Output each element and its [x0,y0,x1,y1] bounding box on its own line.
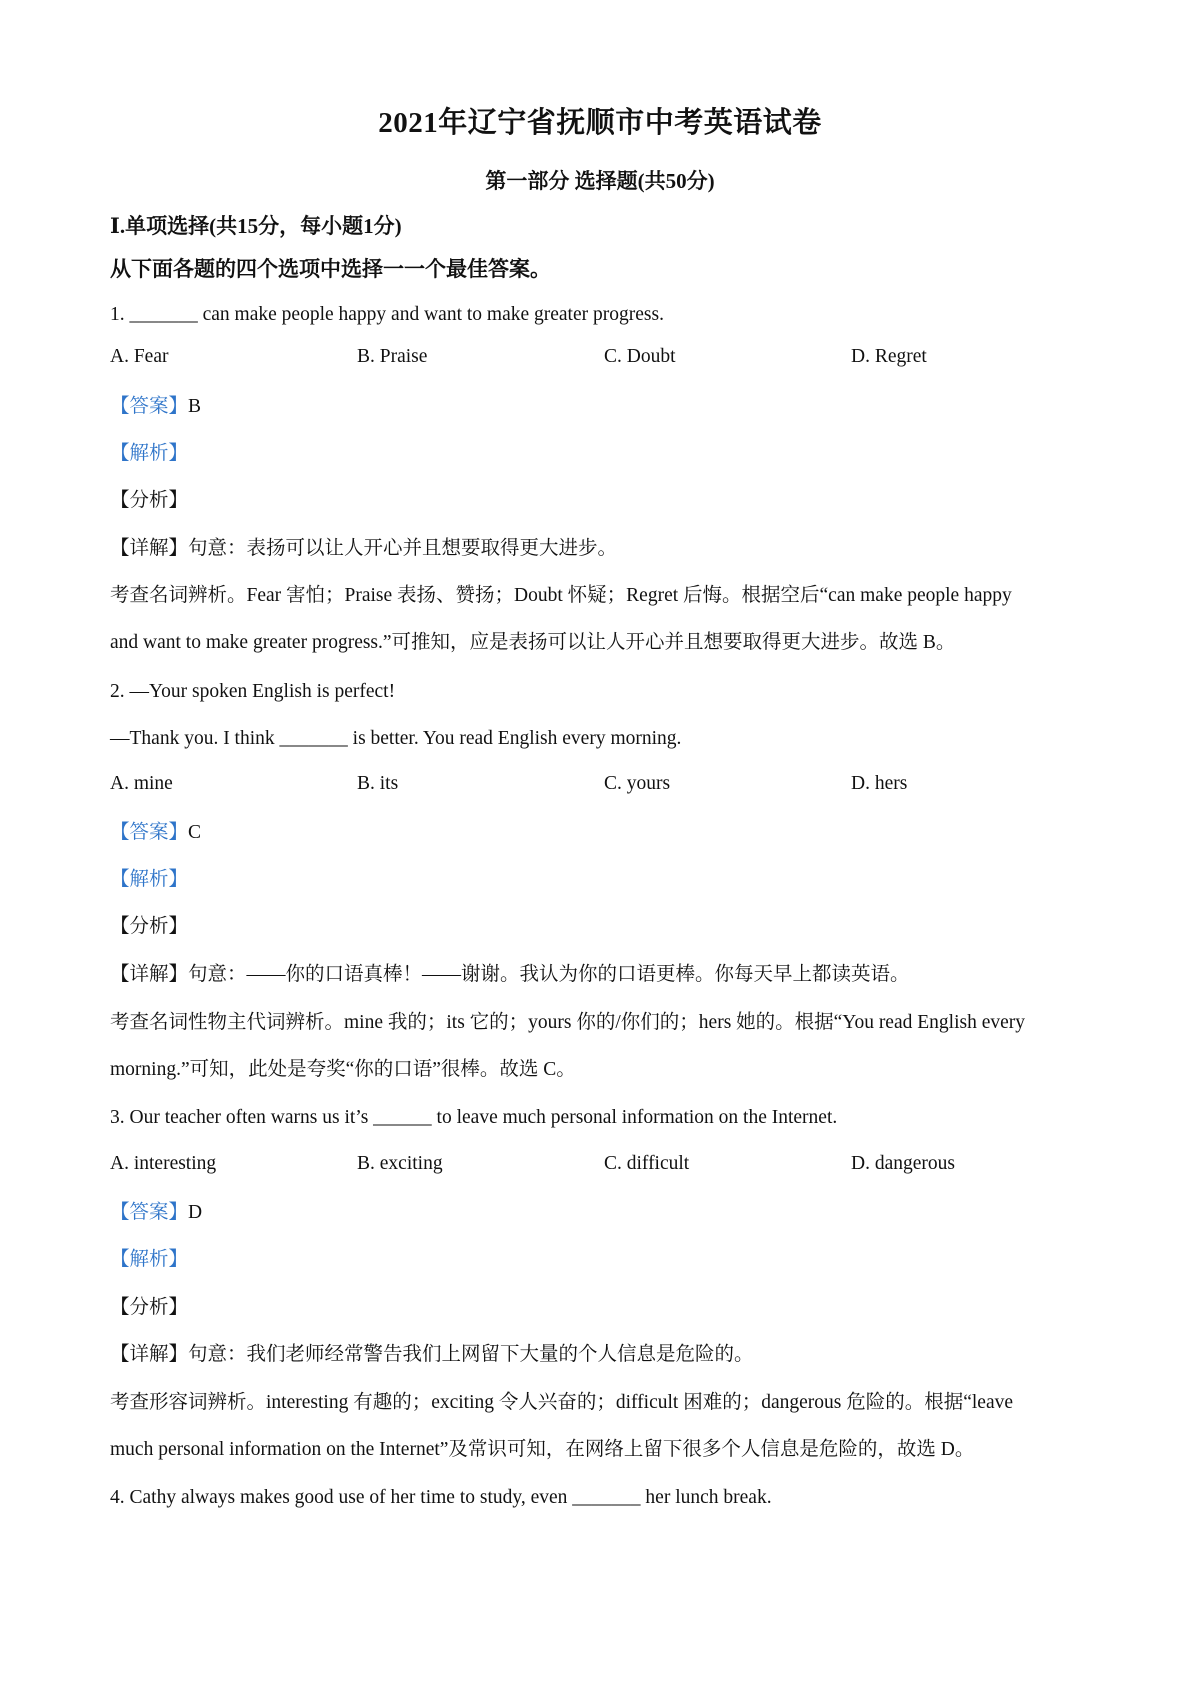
q2-analysis-line-2: morning.”可知，此处是夸奖“你的口语”很棒。故选 C。 [110,1059,576,1080]
question-3-stem: 3. Our teacher often warns us it’s ______ to leave much personal information on the Internet. [110,1107,838,1128]
q1-analysis-line-1: 考查名词辨析。Fear 害怕；Praise 表扬、赞扬；Doubt 怀疑；Regret 后悔。根据空后“can make people happy [110,585,1012,606]
q3-option-c: C. difficult [604,1153,690,1174]
q1-option-b: B. Praise [357,346,428,367]
q3-answer [110,1200,1110,1226]
q2-jiexi-label: 【解析】 [110,869,189,890]
xiangjie-label: 【详解】 [110,964,189,985]
q2-option-d: D. hers [851,773,908,794]
xiangjie-label: 【详解】 [110,1344,189,1365]
q1-jiexi-label: 【解析】 [110,443,189,464]
section-instruction: 从下面各题的四个选项中选择一一个最佳答案。 [110,257,551,281]
q2-detail-text: 句意：——你的口语真棒！——谢谢。我认为你的口语更棒。你每天早上都读英语。 [188,964,910,985]
q1-option-d: D. Regret [851,346,927,367]
answer-label: 【答案】 [110,1202,189,1223]
answer-label: 【答案】 [110,822,189,843]
q1-fenxi-label: 【分析】 [110,490,189,511]
q2-analysis-line-1: 考查名词性物主代词辨析。mine 我的；its 它的；yours 你的/你们的；hers 她的。根据“You read English every [110,1012,1026,1033]
q3-detail-text: 句意：我们老师经常警告我们上网留下大量的个人信息是危险的。 [188,1344,754,1365]
q3-option-b: B. exciting [357,1153,443,1174]
q1-analysis-line-2: and want to make greater progress.”可推知，应是表扬可以让人开心并且想要取得更大进步。故选 B。 [110,632,956,653]
answer-label: 【答案】 [110,396,189,417]
q1-answer [110,394,1110,420]
question-2-stem-reply: —Thank you. I think _______ is better. You read English every morning. [110,728,682,749]
q3-option-a: A. interesting [110,1153,217,1174]
q2-detail [110,962,1110,988]
q1-detail-text: 句意：表扬可以让人开心并且想要取得更大进步。 [188,538,618,559]
q3-analysis-line-1: 考查形容词辨析。interesting 有趣的；exciting 令人兴奋的；difficult 困难的；dangerous 危险的。根据“leave [110,1392,1014,1413]
q2-option-a: A. mine [110,773,173,794]
section-heading: Ⅰ.单项选择(共15分，每小题1分) [110,214,402,238]
q3-option-d: D. dangerous [851,1153,955,1174]
q3-answer-value: D [188,1202,203,1223]
q2-answer-value: C [188,822,202,843]
q3-analysis-line-2: much personal information on the Internet”及常识可知，在网络上留下很多个人信息是危险的，故选 D。 [110,1439,975,1460]
q1-answer-value: B [188,396,202,417]
question-1-stem: 1. _______ can make people happy and want to make greater progress. [110,304,664,325]
xiangjie-label: 【详解】 [110,538,189,559]
q1-option-a: A. Fear [110,346,169,367]
q1-option-c: C. Doubt [604,346,676,367]
page-subtitle: 第一部分 选择题(共50分) [485,169,715,193]
q2-option-b: B. its [357,773,399,794]
question-2-stem: 2. —Your spoken English is perfect! [110,681,396,702]
page-title: 2021年辽宁省抚顺市中考英语试卷 [378,107,822,139]
q3-jiexi-label: 【解析】 [110,1249,189,1270]
q2-option-c: C. yours [604,773,671,794]
question-4-stem: 4. Cathy always makes good use of her time to study, even _______ her lunch break. [110,1487,772,1508]
q3-fenxi-label: 【分析】 [110,1297,189,1318]
q1-detail [110,536,1110,562]
q2-answer [110,820,1110,846]
q3-detail [110,1342,1110,1368]
q2-fenxi-label: 【分析】 [110,916,189,937]
